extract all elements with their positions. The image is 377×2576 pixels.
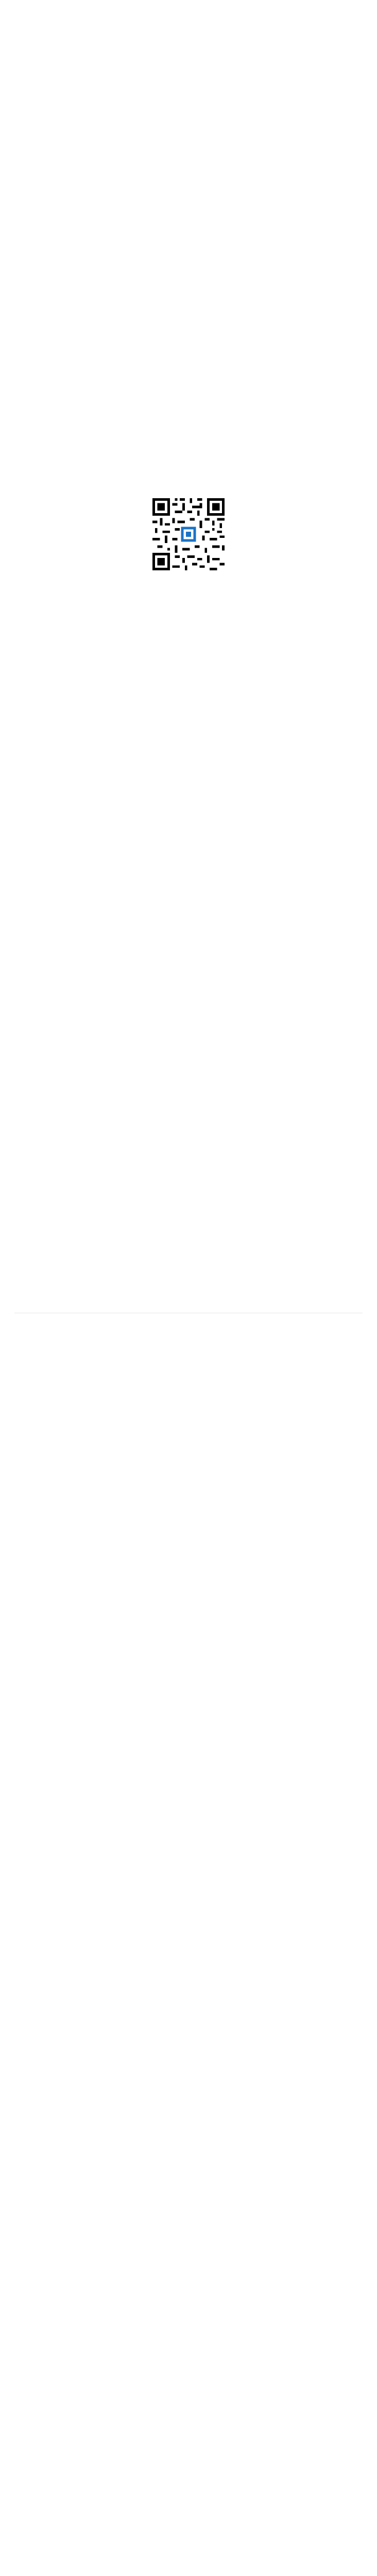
- section-paragraph: [14, 840, 363, 850]
- section-paragraph: [14, 1048, 363, 1058]
- section-1: [14, 106, 363, 157]
- section-paragraph: [14, 411, 363, 420]
- section-11: [14, 1249, 363, 1300]
- section-paragraph: [14, 1117, 363, 1127]
- section-heading: [14, 328, 363, 337]
- section-paragraph: [14, 84, 363, 94]
- section-paragraph: [14, 459, 363, 469]
- section-paragraph: [14, 1034, 363, 1044]
- section-paragraph: [14, 251, 363, 261]
- section-heading: [14, 1215, 363, 1224]
- section-paragraph: [14, 1166, 363, 1176]
- section-8: [14, 993, 363, 1141]
- section-paragraph: [14, 119, 363, 129]
- section-heading: [14, 168, 363, 177]
- section-paragraph: [14, 383, 363, 393]
- section-paragraph: [14, 473, 363, 483]
- section-paragraph: [14, 1263, 363, 1273]
- section-paragraph: [14, 425, 363, 434]
- section-7: [14, 889, 363, 981]
- section-paragraph: [14, 854, 363, 863]
- section-6: [14, 729, 363, 877]
- section-paragraph: [14, 265, 363, 275]
- section-paragraph: [14, 944, 363, 954]
- section-5: [14, 667, 363, 718]
- intro-paragraph: [14, 36, 363, 46]
- section-paragraph: [14, 1194, 363, 1204]
- section-paragraph: [14, 618, 363, 628]
- section-paragraph: [14, 930, 363, 940]
- section-paragraph: [14, 958, 363, 968]
- section-paragraph: [14, 71, 363, 80]
- section-paragraph: [14, 742, 363, 752]
- section-paragraph: [14, 770, 363, 780]
- section-paragraph: [14, 397, 363, 406]
- section-heading: [14, 446, 363, 455]
- section-paragraph: [14, 916, 363, 926]
- section-paragraph: [14, 355, 363, 365]
- section-paragraph: [14, 1291, 363, 1300]
- section-heading: [14, 993, 363, 1002]
- section-paragraph: [14, 147, 363, 157]
- section-paragraph: [14, 812, 363, 822]
- section-paragraph: [14, 972, 363, 981]
- section-2: [14, 168, 363, 316]
- section-paragraph: [14, 646, 363, 655]
- section-paragraph: [14, 1277, 363, 1286]
- section-paragraph: [14, 784, 363, 794]
- section-paragraph: [14, 1006, 363, 1016]
- qr-code-wrap: [14, 498, 363, 570]
- section-paragraph: [14, 237, 363, 247]
- section-paragraph: [14, 826, 363, 836]
- section-10: [14, 1215, 363, 1238]
- section-paragraph: [14, 307, 363, 316]
- section-paragraph: [14, 798, 363, 808]
- section-paragraph: [14, 1076, 363, 1086]
- section-3: [14, 328, 363, 434]
- section-heading: [14, 1153, 363, 1162]
- section-heading: [14, 57, 363, 66]
- section-paragraph: [14, 293, 363, 302]
- section-paragraph: [14, 680, 363, 690]
- footer-contact: [14, 1327, 363, 1335]
- section-paragraph: [14, 341, 363, 351]
- section-4: [14, 446, 363, 655]
- section-paragraph: [14, 279, 363, 289]
- section-paragraph: [14, 708, 363, 718]
- section-paragraph: [14, 590, 363, 600]
- section-9: [14, 1153, 363, 1204]
- section-paragraph: [14, 1062, 363, 1072]
- section-paragraph: [14, 209, 363, 219]
- section-paragraph: [14, 632, 363, 641]
- section-heading: [14, 667, 363, 676]
- section-heading: [14, 729, 363, 738]
- section-heading: [14, 106, 363, 115]
- section-paragraph: [14, 902, 363, 912]
- section-paragraph: [14, 181, 363, 191]
- section-paragraph: [14, 1090, 363, 1099]
- section-paragraph: [14, 694, 363, 704]
- section-paragraph: [14, 1180, 363, 1190]
- section-paragraph: [14, 756, 363, 766]
- section-paragraph: [14, 369, 363, 379]
- section-heading: [14, 1249, 363, 1259]
- page-title: [14, 16, 363, 27]
- qr-code[interactable]: [152, 498, 225, 570]
- section-paragraph: [14, 133, 363, 143]
- section-paragraph: [14, 1131, 363, 1141]
- section-heading: [14, 889, 363, 898]
- section-0: [14, 57, 363, 94]
- section-paragraph: [14, 868, 363, 877]
- qr-code-icon: [152, 498, 225, 570]
- section-paragraph: [14, 604, 363, 614]
- section-paragraph: [14, 195, 363, 205]
- footer-org: [14, 1318, 363, 1327]
- section-paragraph: [14, 1104, 363, 1113]
- section-paragraph: [14, 1228, 363, 1238]
- section-paragraph: [14, 223, 363, 233]
- section-paragraph: [14, 1020, 363, 1030]
